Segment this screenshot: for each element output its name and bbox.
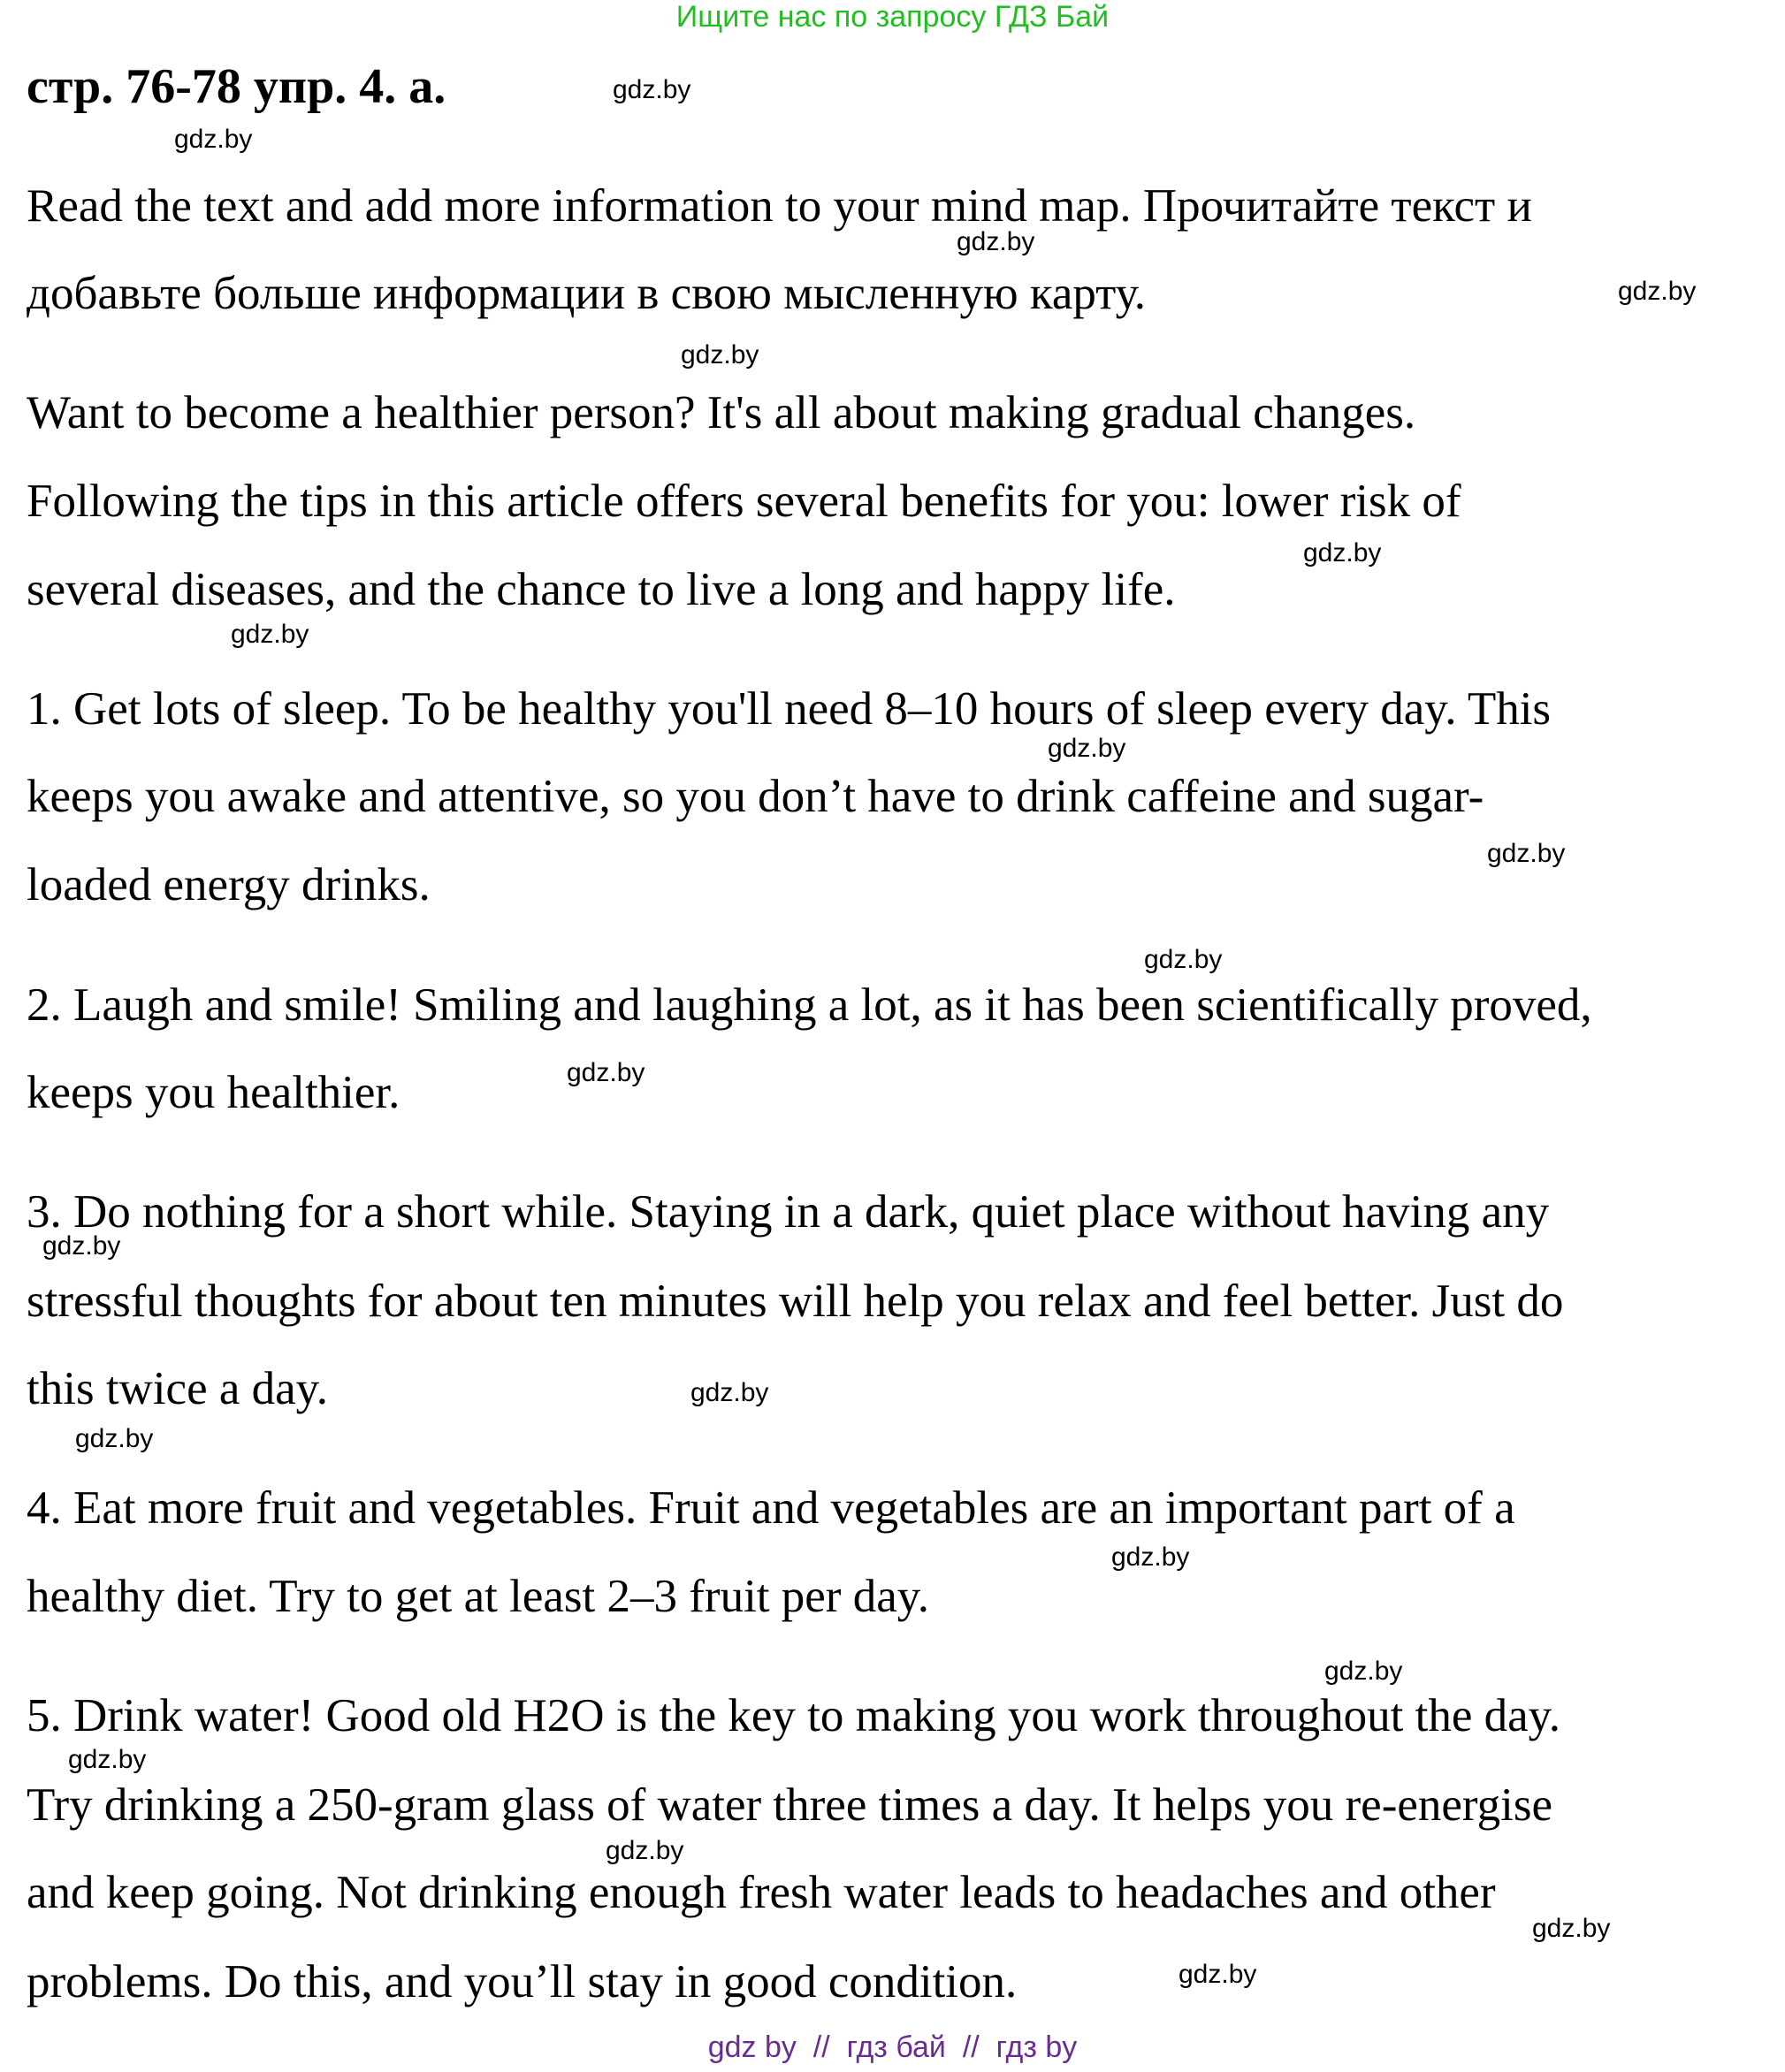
watermark: gdz.by (174, 125, 253, 154)
tip-3-line-1: 3. Do nothing for a short while. Staying in a dark, quiet place without having any (27, 1186, 1550, 1238)
watermark: gdz.by (75, 1424, 154, 1453)
watermark: gdz.by (613, 75, 691, 104)
tip-1-line-2: keeps you awake and attentive, so you don’t have to drink caffeine and sugar- (27, 771, 1484, 822)
footer-links: gdz by // гдз бай // гдз by (707, 2030, 1078, 2064)
watermark: gdz.by (1324, 1657, 1403, 1686)
watermark: gdz.by (606, 1836, 684, 1865)
tip-4-line-2: healthy diet. Try to get at least 2–3 fruit per day. (27, 1571, 930, 1622)
watermark: gdz.by (567, 1058, 645, 1087)
tip-3-line-3: this twice a day. (27, 1363, 328, 1414)
watermark: gdz.by (42, 1231, 121, 1261)
watermark: gdz.by (681, 340, 759, 369)
intro-line-3: several diseases, and the chance to live a long and happy life. (27, 564, 1176, 615)
watermark: gdz.by (1144, 945, 1223, 974)
watermark: gdz.by (1048, 734, 1126, 763)
tip-4-line-1: 4. Eat more fruit and vegetables. Fruit and vegetables are an important part of a (27, 1482, 1515, 1534)
intro-line-1: Want to become a healthier person? It's all about making gradual changes. (27, 387, 1416, 438)
tip-5-line-3: and keep going. Not drinking enough fresh water leads to headaches and other (27, 1867, 1496, 1918)
tip-5-line-1: 5. Drink water! Good old H2O is the key to making you work throughout the day. (27, 1690, 1560, 1741)
tip-2-line-2: keeps you healthier. (27, 1067, 400, 1118)
watermark: gdz.by (1111, 1543, 1190, 1572)
intro-line-2: Following the tips in this article offers several benefits for you: lower risk of (27, 476, 1461, 527)
tip-5-line-2: Try drinking a 250-gram glass of water three times a day. It helps you re-energise (27, 1779, 1552, 1831)
watermark: gdz.by (957, 227, 1035, 256)
tip-2-line-1: 2. Laugh and smile! Smiling and laughing a lot, as it has been scientifically proved, (27, 979, 1592, 1031)
tip-5-line-4: problems. Do this, and you’ll stay in good condition. (27, 1956, 1018, 2007)
top-banner: Ищите нас по запросу ГДЗ Бай (675, 0, 1110, 34)
watermark: gdz.by (231, 620, 309, 649)
exercise-heading: стр. 76-78 упр. 4. а. (27, 59, 446, 114)
watermark: gdz.by (1618, 277, 1697, 306)
tip-1-line-3: loaded energy drinks. (27, 859, 431, 910)
tip-3-line-2: stressful thoughts for about ten minutes will help you relax and feel better. Just do (27, 1276, 1564, 1327)
watermark: gdz.by (1303, 538, 1382, 568)
instruction-line-1: Read the text and add more information to your mind map. Прочитайте текст и (27, 180, 1532, 232)
instruction-line-2: добавьте больше информации в свою мысленную карту. (27, 268, 1147, 319)
watermark: gdz.by (68, 1745, 147, 1774)
tip-1-line-1: 1. Get lots of sleep. To be healthy you'll need 8–10 hours of sleep every day. This (27, 683, 1552, 735)
watermark: gdz.by (1179, 1960, 1257, 1989)
watermark: gdz.by (1532, 1914, 1611, 1943)
watermark: gdz.by (1487, 839, 1566, 868)
watermark: gdz.by (690, 1378, 769, 1407)
